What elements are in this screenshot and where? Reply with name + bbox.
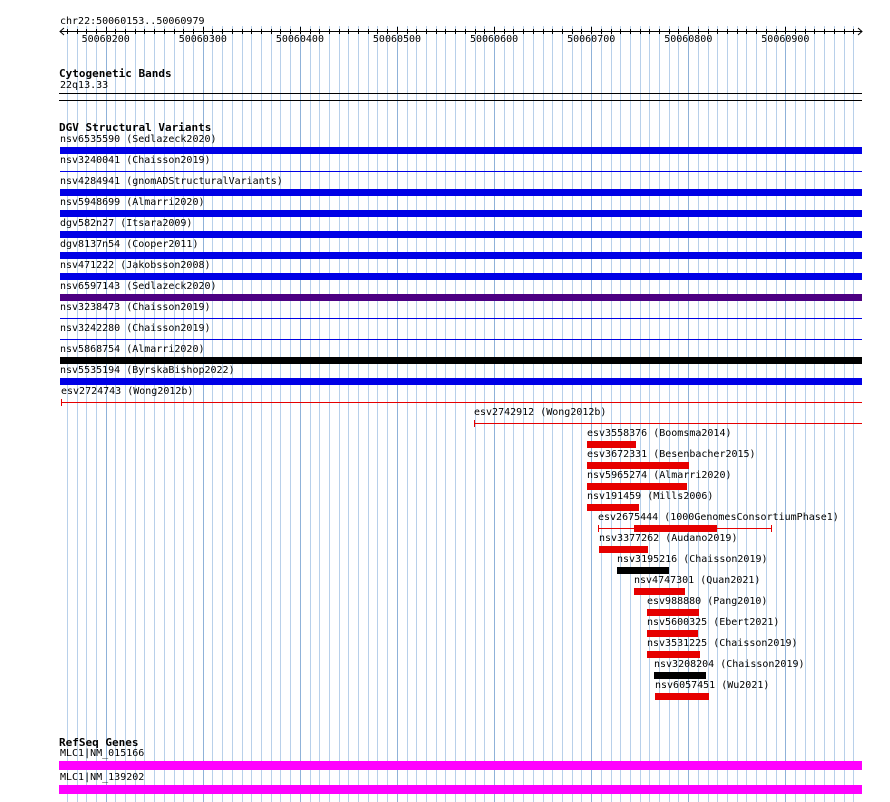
- ruler-tick-label: 50060300: [178, 34, 227, 45]
- dgv-track-title[interactable]: DGV Structural Variants: [59, 121, 212, 134]
- refseq-track-title[interactable]: RefSeq Genes: [59, 736, 139, 749]
- gene-label[interactable]: MLC1|NM_015166: [60, 748, 145, 759]
- variant-feature[interactable]: [60, 318, 862, 319]
- variant-core[interactable]: [634, 525, 717, 532]
- variant-feature[interactable]: [60, 210, 862, 217]
- variant-feature[interactable]: [655, 693, 709, 700]
- variant-feature[interactable]: [60, 171, 862, 172]
- variant-feature[interactable]: [647, 630, 698, 637]
- cytoband-line-top: [59, 93, 862, 94]
- variant-label[interactable]: dgv8137n54 (Cooper2011): [60, 239, 199, 250]
- variant-end-tick: [474, 420, 475, 427]
- variant-feature[interactable]: [60, 294, 862, 301]
- cytoband-track-title[interactable]: Cytogenetic Bands: [59, 67, 172, 80]
- variant-feature[interactable]: [587, 441, 636, 448]
- variant-label[interactable]: nsv5600325 (Ebert2021): [647, 617, 780, 628]
- variant-end-tick: [771, 525, 772, 532]
- variant-feature[interactable]: [60, 252, 862, 259]
- ruler-tick-label: 50060200: [81, 34, 130, 45]
- variant-feature[interactable]: [587, 504, 639, 511]
- gene-label[interactable]: MLC1|NM_139202: [60, 772, 145, 783]
- variant-label[interactable]: esv2742912 (Wong2012b): [474, 407, 607, 418]
- variant-label[interactable]: esv3558376 (Boomsma2014): [587, 428, 732, 439]
- variant-label[interactable]: nsv6057451 (Wu2021): [655, 680, 770, 691]
- gene-feature[interactable]: [59, 761, 862, 770]
- variant-label[interactable]: nsv5535194 (ByrskaBishop2022): [60, 365, 235, 376]
- variant-label[interactable]: esv2724743 (Wong2012b): [61, 386, 194, 397]
- variant-label[interactable]: nsv3208204 (Chaisson2019): [654, 659, 805, 670]
- ruler-tick-label: 50060500: [372, 34, 422, 45]
- variant-feature[interactable]: [654, 672, 706, 679]
- variant-label[interactable]: nsv5965274 (Almarri2020): [587, 470, 732, 481]
- variant-feature[interactable]: [60, 189, 862, 196]
- variant-label[interactable]: nsv3195216 (Chaisson2019): [617, 554, 768, 565]
- variant-label[interactable]: esv988880 (Pang2010): [647, 596, 768, 607]
- variant-label[interactable]: esv3672331 (Besenbacher2015): [587, 449, 756, 460]
- ruler-position-label: chr22:50060153..50060979: [60, 16, 205, 27]
- variant-label[interactable]: esv2675444 (1000GenomesConsortiumPhase1): [598, 512, 839, 523]
- variant-label[interactable]: nsv4747301 (Quan2021): [634, 575, 761, 586]
- cytoband-label: 22q13.33: [60, 80, 109, 91]
- variant-feature[interactable]: [60, 378, 862, 385]
- variant-feature[interactable]: [60, 357, 862, 364]
- variant-label[interactable]: nsv3531225 (Chaisson2019): [647, 638, 798, 649]
- variant-feature[interactable]: [61, 402, 862, 403]
- variant-label[interactable]: nsv6535590 (Sedlazeck2020): [60, 134, 217, 145]
- ruler-tick-label: 50060700: [567, 34, 616, 45]
- variant-feature[interactable]: [474, 423, 862, 424]
- variant-feature[interactable]: [647, 609, 699, 616]
- gene-feature[interactable]: [59, 785, 862, 794]
- variant-label[interactable]: nsv3242280 (Chaisson2019): [60, 323, 211, 334]
- variant-label[interactable]: nsv6597143 (Sedlazeck2020): [60, 281, 217, 292]
- variant-feature[interactable]: [634, 588, 685, 595]
- variant-feature[interactable]: [60, 273, 862, 280]
- ruler-tick-label: 50060600: [470, 34, 519, 45]
- variant-feature[interactable]: [599, 546, 648, 553]
- variant-end-tick: [598, 525, 599, 532]
- variant-feature[interactable]: [617, 567, 669, 574]
- cytoband-line-bottom: [59, 100, 862, 101]
- ruler-tick-label: 50060400: [275, 34, 324, 45]
- variant-feature[interactable]: [60, 231, 862, 238]
- ruler-tick-label: 50060900: [761, 34, 810, 45]
- ruler-tick-label: 50060800: [664, 34, 713, 45]
- variant-label[interactable]: nsv5948699 (Almarri2020): [60, 197, 205, 208]
- variant-label[interactable]: nsv471222 (Jakobsson2008): [60, 260, 211, 271]
- variant-feature[interactable]: [587, 483, 687, 490]
- variant-label[interactable]: nsv3377262 (Audano2019): [599, 533, 738, 544]
- variant-feature[interactable]: [647, 651, 700, 658]
- variant-feature[interactable]: [60, 339, 862, 340]
- variant-label[interactable]: dgv582n27 (Itsara2009): [60, 218, 193, 229]
- variant-label[interactable]: nsv3238473 (Chaisson2019): [60, 302, 211, 313]
- variant-label[interactable]: nsv4284941 (gnomADStructuralVariants): [60, 176, 283, 187]
- variant-label[interactable]: nsv5868754 (Almarri2020): [60, 344, 205, 355]
- variant-label[interactable]: nsv3240041 (Chaisson2019): [60, 155, 211, 166]
- variant-feature[interactable]: [60, 147, 862, 154]
- variant-feature[interactable]: [587, 462, 689, 469]
- variant-label[interactable]: nsv191459 (Mills2006): [587, 491, 714, 502]
- variant-end-tick: [61, 399, 62, 406]
